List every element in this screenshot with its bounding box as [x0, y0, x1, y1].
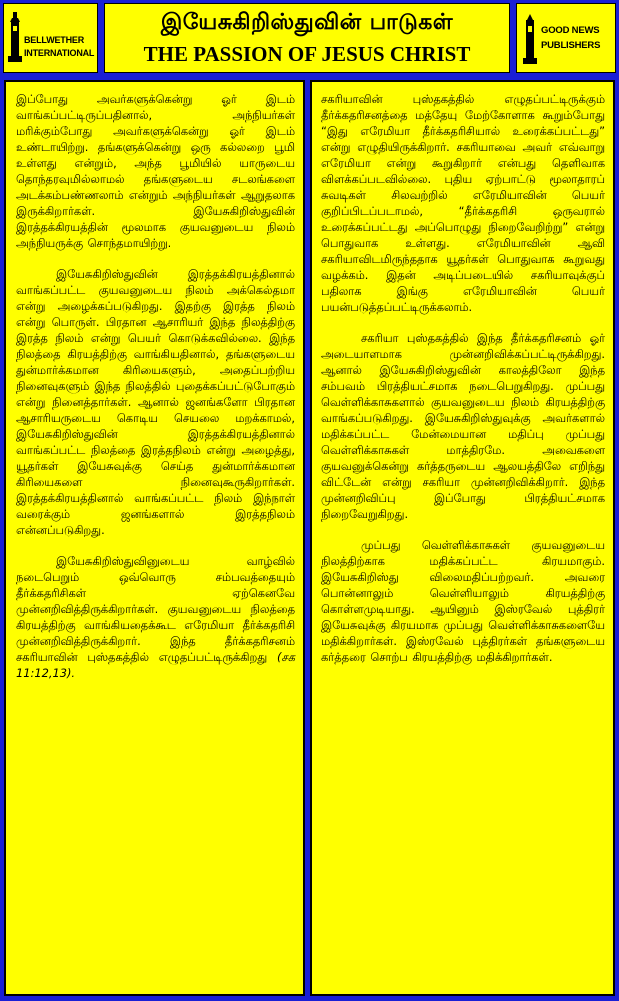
right-paragraph-1: சகரியாவின் புஸ்தகத்தில் எழுதப்பட்டிருக்கும் தீர்க்கதரிசனத்தை மத்தேயு மேற்கோளாக கூறும்போது “இது எரேமியா தீர்க்கதரிசியால் உரைக்கப்பட்டது” என்று எழுதியிருக்கிறார். சகரியாவை அவர் எவ்வாறு எரேமியா என்று கூறுகிறார் என்பது தெளிவாக விளக்கப்படவில்லை. புதிய ஏற்பாட்டு மூலாதாரப் சுவடிகள் சிலவற்றில் எரேமியாவின் பெயர் குறிப்பிடப்படாமல், “தீர்க்கதரிசி ஒருவரால் உரைக்கப்பட்டது அப்பொழுது நிறைவேறிற்று” என்று பொதுவாக உள்ளது. எரேமியாவின் ஆவி சகரியாவிடமிருந்ததாக யூதர்கள் பொதுவாக கூறுவது வழக்கம். இதன் அடிப்படையில் சகரியாவுக்குப் பதிலாக இங்கு எரேமியாவின் பெயர் பயன்படுத்தப்பட்டிருக்கலாம்.: [321, 92, 605, 314]
left-logo-line2: INTERNATIONAL: [24, 48, 95, 58]
right-paragraph-2: சகரியா புஸ்தகத்தில் இந்த தீர்க்கதரிசனம் ஓர் அடையாளமாக முன்னறிவிக்கப்பட்டிருக்கிறது. ஆனால் இயேசுகிறிஸ்துவின் காலத்திலோ இந்த சம்பவம் பிரத்தியட்சமாக நடைபெறுகிறது. முப்பது வெள்ளிக்காசுகளால் குயவனுடைய நிலம் கிரயத்திற்கு வாங்கப்படுகிறது. இயேசுகிறிஸ்துவுக்கு அவர்களால் மதிக்கப்பட்ட மேன்மையான மதிப்பு முப்பது வெள்ளிக்காசுகள் மாத்திரமே. அவைகளை குயவனுக்கென்று கர்த்தருடைய ஆலயத்திலே எறிந்து விட்டேன் என்று சகரியா முன்னறிவிக்கிறார். இந்த முன்னறிவிப்பு இப்போது பிரத்தியட்சமாக நிறைவேறுகிறது.: [321, 331, 605, 521]
good-news-logo: [516, 3, 616, 73]
title-english: THE PASSION OF JESUS CHRIST: [143, 42, 471, 66]
left-paragraph-3: [16, 553, 295, 681]
right-logo-line1: GOOD NEWS: [541, 25, 600, 36]
bell-tower-icon: [8, 12, 22, 62]
left-column: [4, 80, 305, 996]
title-tamil: இயேசுகிறிஸ்துவின் பாடுகள்: [160, 10, 454, 35]
left-paragraph-1: இப்போது அவர்களுக்கென்று ஓர் இடம் வாங்கப்பட்டிருப்பதினால், அந்நியர்கள் மரிக்கும்போது அவர்களுக்கென்று ஓர் இடம் உண்டாயிற்று. தங்களுக்கென்று ஒரு கல்லறை பூமி உள்ளது என்றும், அந்த பூமியில் யாருடைய தொந்தரவுமில்லாமல் தங்களுடைய சடலங்களை அடக்கம்பண்ணலாம் என்றும் அந்நியர்கள் ஆறுதலாக இருக்கிறார்கள். இயேசுகிறிஸ்துவின் இரத்தக்கிரயத்தின் மூலமாக குயவனுடைய நிலம் அந்நியருக்கு சொந்தமாயிற்று.: [16, 92, 295, 250]
bellwether-logo: [3, 3, 98, 73]
page-header: [0, 0, 619, 78]
book-tower-icon: [523, 14, 537, 64]
left-paragraph-2: இயேசுகிறிஸ்துவின் இரத்தக்கிரயத்தினால் வாங்கப்பட்ட குயவனுடைய நிலம் அக்கெல்தமா என்று அழைக்கப்படுகிறது. இதற்கு இரத்த நிலம் என்று பொருள். பிரதான ஆசாரியர் இந்த நிலத்திற்கு இரத்த நிலம் என்று பெயர் கொடுக்கவில்லை. இந்த நிலத்தை கிரயத்திற்கு வாங்கியதினால், தங்களுடைய துன்மார்க்கமான கிரியைகளும், அதைப்பற்றிய நினைவுகளும் இந்த நிலத்தில் புதைக்கப்பட்டுபோகும் என்று நினைத்தார்கள். ஆனால் ஜனங்களோ பிரதான ஆசாரியருடைய கொடிய செயலை மறக்காமல், இயேசுகிறிஸ்துவின் இரத்தக்கிரயத்தினால் வாங்கப்பட்ட நிலத்தை இரத்தநிலம் என்று அழைத்து, யூதர்கள் இயேசுவுக்கு செய்த துன்மார்க்கமான கிரியைகளை நினைவுகூருகிறார்கள். இரத்தக்கிரயத்தினால் வாங்கப்பட்ட நிலம் இந்நாள் வரைக்கும் ஜனங்களால் இரத்தநிலம் என்னப்படுகிறது.: [16, 267, 295, 537]
left-paragraph-3-text: இயேசுகிறிஸ்துவினுடைய வாழ்வில் நடைபெறும் ஒவ்வொரு சம்பவத்தையும் தீர்க்கதரிசிகள் ஏற்கெனவே முன்னறிவித்திருக்கிறார்கள். குயவனுடைய நிலத்தை கிரயத்திற்கு வாங்கியதைக்கூட எரேமியா தீர்க்கதரிசி முன்னறிவித்திருக்கிறார். இந்த தீர்க்கதரிசனம் சகரியாவின் புஸ்தகத்தில் எழுதப்பட்டிருக்கிறது: [16, 554, 295, 664]
left-logo-line1: BELLWETHER: [24, 35, 84, 45]
title-banner: [104, 3, 510, 73]
right-paragraph-3: முப்பது வெள்ளிக்காசுகள் குயவனுடைய நிலத்திற்காக மதிக்கப்பட்ட கிரயமாகும். இயேசுகிறிஸ்து விலைமதிப்பற்றவர். அவரை பொன்னாலும் வெள்ளியாலும் கிரயத்திற்கு கொள்ளமுடியாது. ஆயினும் இஸ்ரவேல் புத்திரர் இயேசுவுக்கு கிரயமாக முப்பது வெள்ளிக்காசுகளையே மதிக்கிறார்கள். இஸ்ரவேல் புத்திரர்கள் தங்களுடைய கர்த்தரை சொற்ப கிரயத்திற்கு மதிக்கிறார்கள்.: [321, 538, 605, 664]
right-logo-line2: PUBLISHERS: [541, 40, 601, 51]
scripture-reference: (சக 11:12,13).: [16, 650, 296, 680]
right-column: [310, 80, 615, 996]
